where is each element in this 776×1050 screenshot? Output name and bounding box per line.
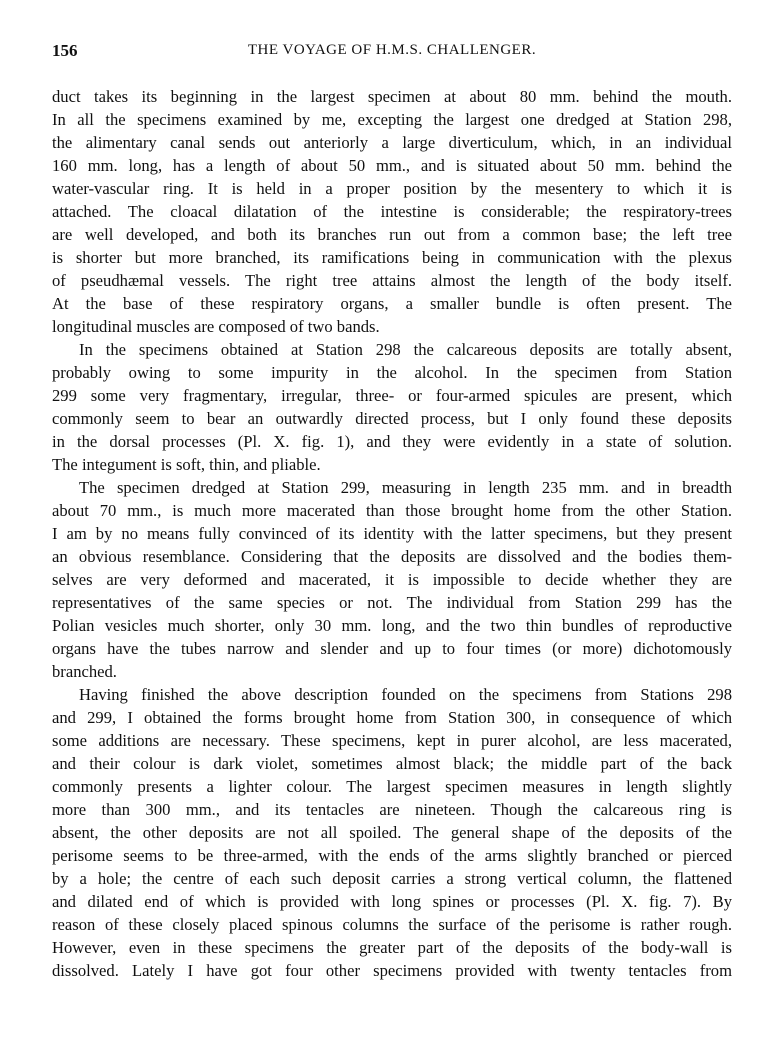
text-line: water-vascular ring. It is held in a proper position by the mesentery to which it is (52, 179, 732, 198)
body-text (52, 85, 732, 982)
paragraph (52, 338, 732, 476)
text-line: about 70 mm., is much more macerated than those brought home from the other Station. (52, 501, 732, 520)
text-line: and dilated end of which is provided with long spines or processes (Pl. X. fig. 7). By (52, 892, 732, 911)
text-line: representatives of the same species or not. The individual from Station 299 has the (52, 593, 732, 612)
text-line: and their colour is dark violet, sometimes almost black; the middle part of the back (52, 754, 732, 773)
text-line: dissolved. Lately I have got four other specimens provided with twenty tentacles from (52, 961, 732, 980)
text-line: more than 300 mm., and its tentacles are nineteen. Though the calcareous ring is (52, 800, 732, 819)
text-line: The specimen dredged at Station 299, measuring in length 235 mm. and in breadth (79, 478, 732, 497)
text-line: In all the specimens examined by me, excepting the largest one dredged at Station 298, (52, 110, 732, 129)
page-number: 156 (52, 41, 78, 60)
text-line: 160 mm. long, has a length of about 50 mm., and is situated about 50 mm. behind the (52, 156, 732, 175)
text-line: selves are very deformed and macerated, it is impossible to decide whether they are (52, 570, 732, 589)
text-line: duct takes its beginning in the largest specimen at about 80 mm. behind the mouth. (52, 87, 732, 106)
paragraph (52, 85, 732, 338)
text-line: by a hole; the centre of each such deposit carries a strong vertical column, the flattened (52, 869, 732, 888)
running-title: THE VOYAGE OF H.M.S. CHALLENGER. (247, 42, 537, 58)
text-line: perisome seems to be three-armed, with the ends of the arms slightly branched or pierced (52, 846, 732, 865)
page-header (52, 41, 732, 65)
text-line: At the base of these respiratory organs, a smaller bundle is often present. The (52, 294, 732, 313)
text-line: Polian vesicles much shorter, only 30 mm. long, and the two thin bundles of reproductive (52, 616, 732, 635)
text-line: commonly seem to bear an outwardly directed process, but I only found these deposits (52, 409, 732, 428)
paragraph (52, 476, 732, 683)
text-line: probably owing to some impurity in the alcohol. In the specimen from Station (52, 363, 732, 382)
text-line: commonly presents a lighter colour. The largest specimen measures in length slightly (52, 777, 732, 796)
text-line: The integument is soft, thin, and pliable. (52, 455, 321, 474)
text-line: is shorter but more branched, its ramifications being in communication with the plexus (52, 248, 732, 267)
text-line: organs have the tubes narrow and slender and up to four times (or more) dichotomously (52, 639, 732, 658)
text-line: are well developed, and both its branches run out from a common base; the left tree (52, 225, 732, 244)
text-line: some additions are necessary. These specimens, kept in purer alcohol, are less macerated, (52, 731, 732, 750)
text-line: the alimentary canal sends out anteriorly a large diverticulum, which, in an individual (52, 133, 732, 152)
text-line: However, even in these specimens the greater part of the deposits of the body-wall is (52, 938, 732, 957)
text-line: reason of these closely placed spinous columns the surface of the perisome is rather rough. (52, 915, 732, 934)
text-line: In the specimens obtained at Station 298 the calcareous deposits are totally absent, (79, 340, 732, 359)
text-line: and 299, I obtained the forms brought home from Station 300, in consequence of which (52, 708, 732, 727)
text-line: longitudinal muscles are composed of two bands. (52, 317, 380, 336)
text-line: I am by no means fully convinced of its identity with the latter specimens, but they present (52, 524, 732, 543)
text-line: Having finished the above description founded on the specimens from Stations 298 (79, 685, 732, 704)
text-line: 299 some very fragmentary, irregular, three- or four-armed spicules are present, which (52, 386, 732, 405)
text-line: in the dorsal processes (Pl. X. fig. 1), and they were evidently in a state of solution. (52, 432, 732, 451)
paragraph (52, 683, 732, 982)
text-line: absent, the other deposits are not all spoiled. The general shape of the deposits of the (52, 823, 732, 842)
text-line: attached. The cloacal dilatation of the intestine is considerable; the respiratory-trees (52, 202, 732, 221)
text-line: an obvious resemblance. Considering that the deposits are dissolved and the bodies them- (52, 547, 732, 566)
text-line: branched. (52, 662, 117, 681)
text-line: of pseudhæmal vessels. The right tree attains almost the length of the body itself. (52, 271, 732, 290)
